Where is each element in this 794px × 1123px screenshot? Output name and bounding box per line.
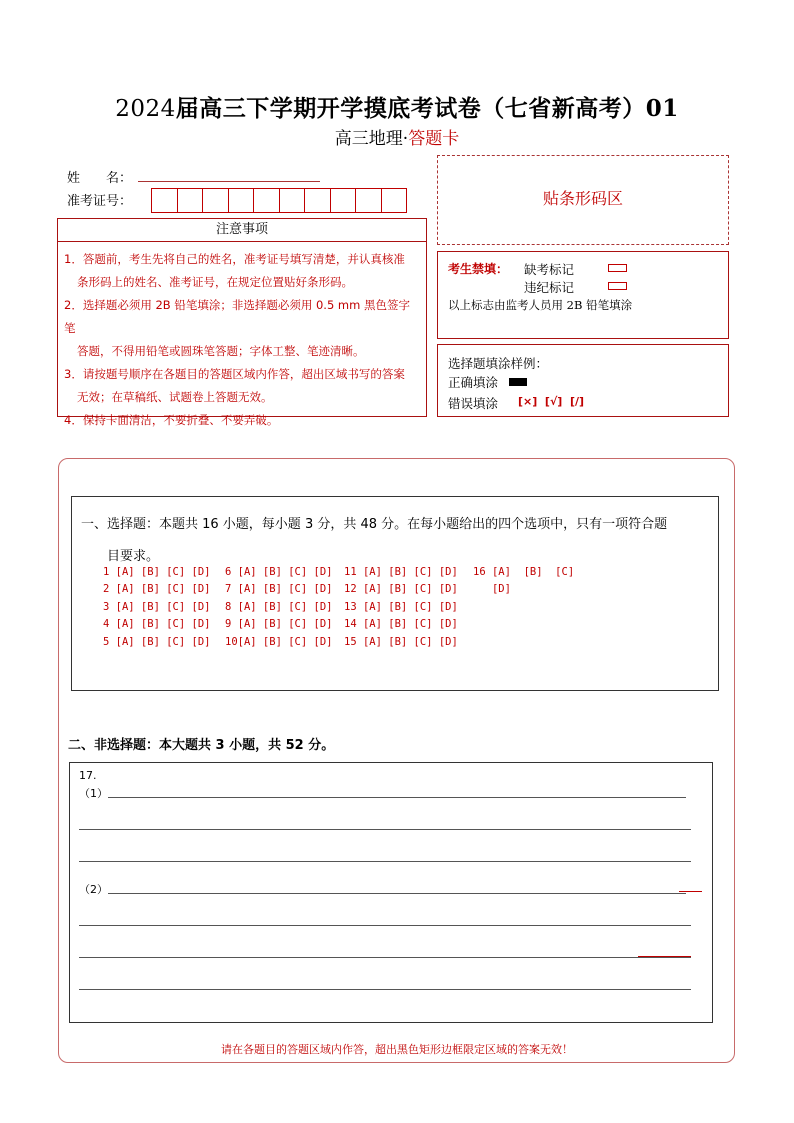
exam-id-digit-box[interactable] [381,188,408,213]
fill-example-title: 选择题填涂样例： [448,356,549,371]
question-row[interactable]: 1 [A] [B] [C] [D] [103,566,211,578]
exam-id-digit-box[interactable] [228,188,255,213]
answer-line[interactable] [79,925,691,926]
question-row[interactable]: 2 [A] [B] [C] [D] [103,583,211,596]
exam-id-digit-box[interactable] [304,188,331,213]
part-2-label: （2） [79,883,108,896]
correct-fill-label: 正确填涂 [448,375,499,390]
notice-item: 无效；在草稿纸、试题卷上答题无效。 [77,390,273,404]
exam-id-label: 准考证号： [67,194,133,209]
answer-line[interactable] [79,861,691,862]
exam-id-digit-box[interactable] [177,188,204,213]
exam-id-digit-box[interactable] [253,188,280,213]
question-row[interactable]: 3 [A] [B] [C] [D] [103,600,211,613]
exam-id-digit-box[interactable] [151,188,178,213]
section1-line1: 一、选择题：本题共 16 小题，每小题 3 分，共 48 分。在每小题给出的四个选项中，只有一项符合题 [81,517,668,532]
exam-subtitle [0,124,794,149]
notice-item: 条形码上的姓名、准考证号，在规定位置贴好条形码。 [77,275,353,289]
answer-line[interactable] [79,989,691,990]
question-row[interactable]: 4 [A] [B] [C] [D] [103,618,211,631]
subtitle-card: 答题卡 [408,129,460,149]
exam-id-boxes[interactable] [151,188,406,213]
answer-column-3[interactable] [344,566,458,653]
section1-instructions [81,509,711,573]
answer-column-1[interactable] [103,566,210,653]
absent-mark-label: 缺考标记 [524,262,575,277]
answer-line[interactable] [108,893,686,894]
notice-item: 4．保持卡面清洁，不要折叠、不要弄破。 [64,413,279,427]
proctor-title: 考生禁填： [448,262,509,276]
barcode-label: 贴条形码区 [542,189,623,208]
answer-line[interactable] [108,797,686,798]
notice-item: 2．选择题必须用 2B 铅笔填涂；非选择题必须用 0.5 mm 黑色签字笔 [64,298,410,335]
question-row[interactable]: 12 [A] [B] [C] [D] [344,583,458,596]
part-1-label: （1） [79,787,108,800]
proctor-marks-box [437,251,729,339]
notice-item: 1．答题前，考生先将自己的姓名，准考证号填写清楚，并认真核准 [64,252,405,266]
violation-mark-label: 违纪标记 [524,280,575,295]
absent-mark-box[interactable] [608,264,627,272]
question-row[interactable]: 15 [A] [B] [C] [D] [344,635,458,648]
notice-box [57,242,427,427]
section1-line2: 目要求。 [107,549,160,564]
violation-mark-box[interactable] [608,282,627,290]
exam-id-digit-box[interactable] [330,188,357,213]
exam-id-digit-box[interactable] [279,188,306,213]
question-row[interactable]: 7 [A] [B] [C] [D] [225,583,333,596]
correct-fill-sample [509,378,527,386]
notice-title: 注意事项 [57,218,427,242]
wrong-fill-label: 错误填涂 [448,396,499,411]
question-row[interactable]: 9 [A] [B] [C] [D] [225,618,333,631]
fill-example-box [437,344,729,417]
name-input-line[interactable] [138,181,320,182]
question-row[interactable]: [D] [473,583,511,596]
footer-warning: 请在各题目的答题区域内作答，超出黑色矩形边框限定区域的答案无效！ [221,1043,573,1056]
stray-mark [679,891,702,892]
question-row[interactable]: 10[A] [B] [C] [D] [225,635,333,648]
question-17-number: 17. [79,769,97,782]
name-label: 姓 名： [67,171,133,186]
proctor-note: 以上标志由监考人员用 2B 铅笔填涂 [448,298,633,312]
question-row[interactable]: 11 [A] [B] [C] [D] [344,566,458,578]
exam-title-text: 届高三下学期开学摸底考试卷（七省新高考）01 [175,95,679,122]
section2-heading: 二、非选择题：本大题共 3 小题，共 52 分。 [68,738,335,753]
notice-item: 答题，不得用铅笔或圆珠笔答题；字体工整、笔迹清晰。 [77,344,365,358]
wrong-fill-samples: [×] [√] [/] [518,395,585,408]
subtitle-subject: 高三地理· [334,129,409,149]
question-row[interactable]: 8 [A] [B] [C] [D] [225,600,333,613]
answer-line[interactable] [79,957,691,958]
stray-mark [638,956,691,957]
exam-id-digit-box[interactable] [355,188,382,213]
barcode-area [437,155,729,245]
question-row[interactable]: 13 [A] [B] [C] [D] [344,600,458,613]
answer-column-2[interactable] [225,566,332,653]
question-row[interactable]: 5 [A] [B] [C] [D] [103,635,211,648]
answer-line[interactable] [79,829,691,830]
answer-column-4[interactable] [473,566,574,601]
notice-item: 3．请按题号顺序在各题目的答题区域内作答，超出区域书写的答案 [64,367,405,381]
question-row[interactable]: 14 [A] [B] [C] [D] [344,618,458,631]
exam-year: 2024 [115,96,176,122]
question-row[interactable]: 6 [A] [B] [C] [D] [225,566,333,578]
exam-title [0,90,794,123]
exam-id-digit-box[interactable] [202,188,229,213]
question-row[interactable]: 16 [A] [B] [C] [473,566,575,578]
